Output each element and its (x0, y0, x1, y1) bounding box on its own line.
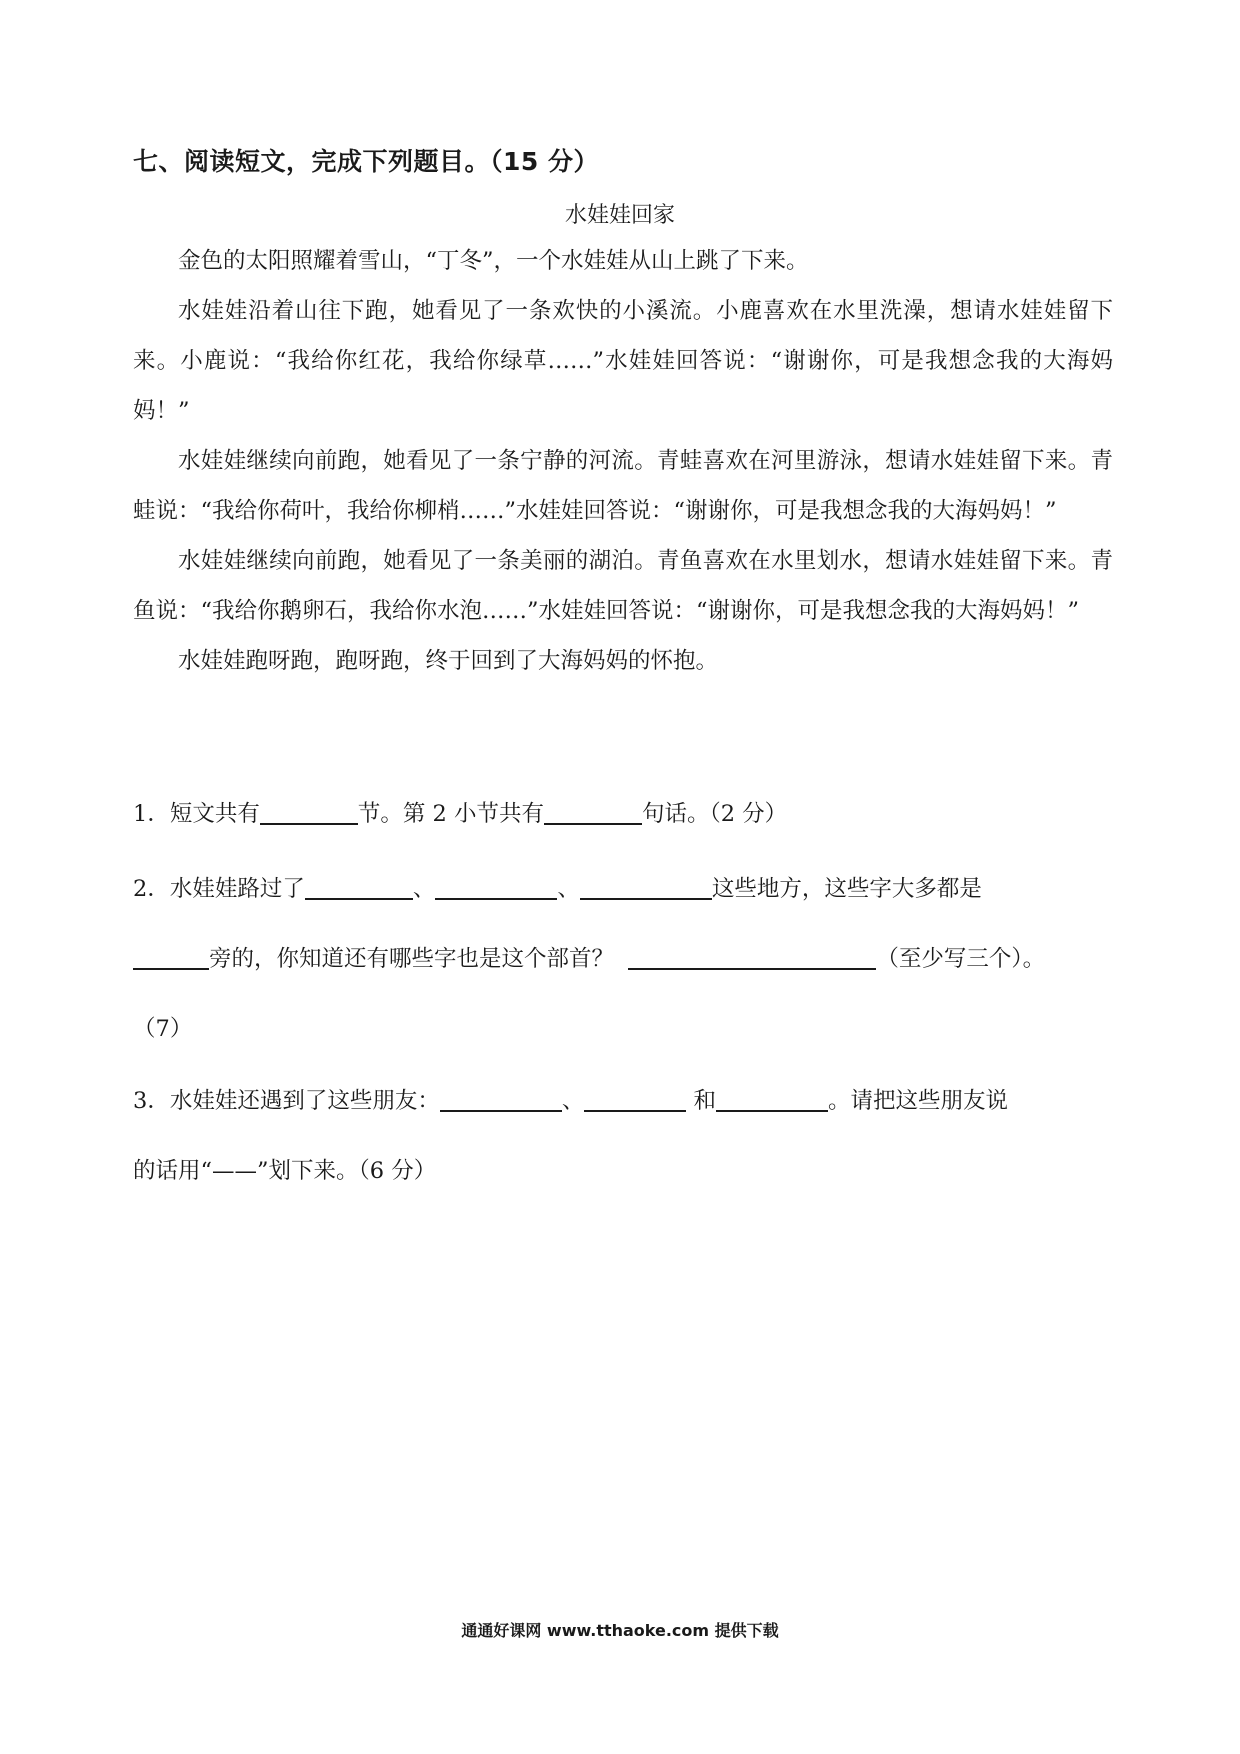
passage-paragraph-5: 水娃娃跑呀跑，跑呀跑，终于回到了大海妈妈的怀抱。 (178, 648, 719, 674)
answer-blank[interactable] (580, 872, 712, 900)
passage-paragraph-3: 水娃娃继续向前跑，她看见了一条宁静的河流。青蛙喜欢在河里游泳，想请水娃娃留下来。青蛙说：“我给你荷叶，我给你柳梢……”水娃娃回答说：“谢谢你，可是我想念我的大海妈妈！” (133, 448, 1113, 524)
question-text: 。请把这些朋友说 (828, 1088, 1009, 1114)
answer-blank[interactable] (440, 1084, 562, 1112)
question-text: 节。第 2 小节共有 (357, 801, 544, 827)
question-text: 水娃娃路过了 (169, 876, 305, 902)
answer-blank[interactable] (260, 797, 358, 825)
question-text: 句话。（2 分） (641, 801, 788, 827)
passage-paragraph-1: 金色的太阳照耀着雪山，“丁冬”，一个水娃娃从山上跳了下来。 (178, 248, 809, 274)
question-text: （至少写三个）。 (876, 946, 1046, 972)
passage-paragraph-4: 水娃娃继续向前跑，她看见了一条美丽的湖泊。青鱼喜欢在水里划水，想请水娃娃留下来。青鱼说：“我给你鹅卵石，我给你水泡……”水娃娃回答说：“谢谢你，可是我想念我的大海妈妈！” (133, 548, 1113, 624)
reading-passage (133, 236, 1113, 686)
question-1 (133, 794, 1123, 834)
answer-blank[interactable] (544, 797, 642, 825)
passage-paragraph-2: 水娃娃沿着山往下跑，她看见了一条欢快的小溪流。小鹿喜欢在水里洗澡，想请水娃娃留下来。小鹿说：“我给你红花，我给你绿草……”水娃娃回答说：“谢谢你，可是我想念我的大海妈妈！” (133, 298, 1113, 424)
story-title: 水娃娃回家 (564, 203, 675, 228)
question-2-line-2 (133, 939, 1123, 979)
footer-text: 通通好课网 www.tthaoke.com 提供下载 (461, 1621, 779, 1640)
question-number: 3． (133, 1088, 170, 1114)
answer-blank[interactable] (628, 942, 876, 970)
question-2 (133, 869, 1123, 909)
separator: 、 (557, 876, 580, 902)
questions (133, 794, 1123, 1191)
question-3-line-2: 的话用“——”划下来。（6 分） (133, 1158, 437, 1184)
question-text: 水娃娃还遇到了这些朋友： (169, 1088, 440, 1114)
question-number: 1． (133, 801, 170, 827)
answer-blank[interactable] (716, 1084, 828, 1112)
question-text: 这些地方，这些字大多都是 (711, 876, 982, 902)
question-text: 短文共有 (169, 801, 260, 827)
separator: 、 (412, 876, 436, 902)
question-text: 旁的，你知道还有哪些字也是这个部首？ (209, 946, 615, 972)
question-2-score: （7） (133, 1016, 193, 1042)
question-text: 和 (693, 1088, 717, 1114)
answer-blank[interactable] (435, 872, 557, 900)
answer-blank[interactable] (305, 872, 413, 900)
section-title: 七、阅读短文，完成下列题目。（15 分） (133, 147, 599, 176)
answer-blank[interactable] (584, 1084, 686, 1112)
answer-blank[interactable] (133, 942, 209, 970)
separator: 、 (561, 1088, 585, 1114)
question-3 (133, 1081, 1123, 1121)
question-number: 2． (133, 876, 170, 902)
